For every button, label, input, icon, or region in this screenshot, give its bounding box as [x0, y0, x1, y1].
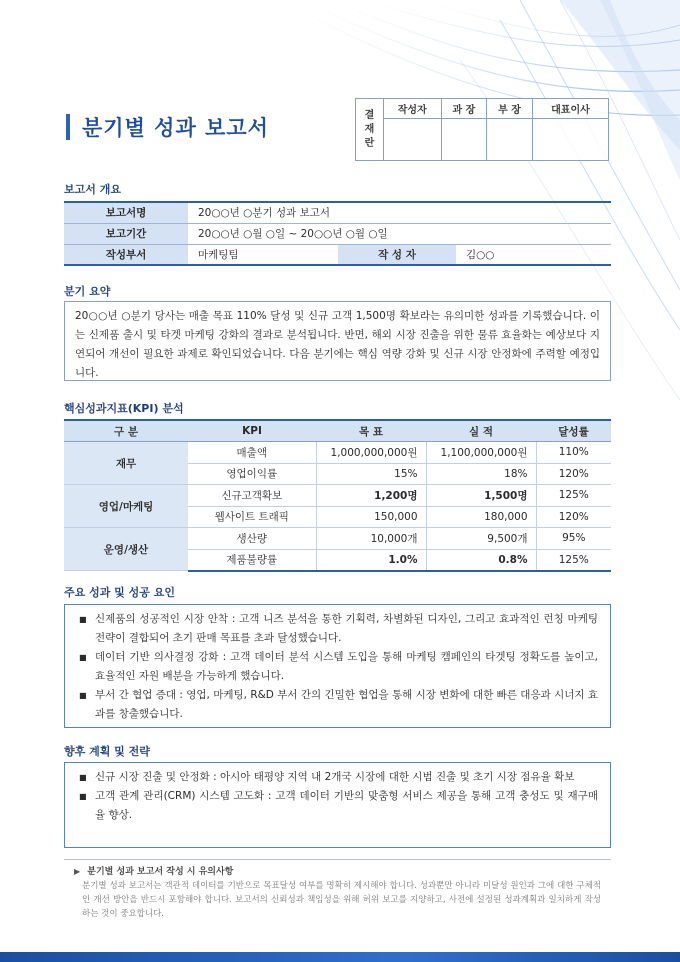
- kpi-target: 1,000,000,000원: [316, 442, 426, 464]
- approval-sign-box[interactable]: [487, 119, 533, 161]
- kpi-target: 1.0%: [316, 549, 426, 571]
- overview-dept-value: 마케팅팀: [188, 244, 338, 265]
- kpi-table: [64, 419, 611, 572]
- kpi-group-sales: 영업/마케팅: [64, 485, 188, 528]
- page-title: 분기별 성과 보고서: [82, 116, 269, 140]
- square-bullet-icon: ■: [79, 615, 87, 624]
- kpi-rate: 110%: [536, 442, 611, 464]
- bottom-accent-band: [0, 952, 680, 962]
- achievement-text: 부서 간 협업 증대 : 영업, 마케팅, R&D 부서 간의 긴밀한 협업을 통해 시장 변화에 대한 빠른 대응과 시너지 효과를 창출했습니다.: [95, 689, 598, 720]
- note-title: 분기별 성과 보고서 작성 시 유의사항: [87, 867, 234, 877]
- kpi-header-row: [64, 420, 611, 442]
- list-item: [79, 787, 598, 825]
- square-bullet-icon: ■: [79, 691, 87, 700]
- achievements-heading: 주요 성과 및 성공 요인: [64, 586, 175, 599]
- approval-sign-box[interactable]: [384, 119, 442, 161]
- title-block: [66, 112, 269, 142]
- square-bullet-icon: ■: [79, 792, 87, 801]
- summary-box: [64, 301, 611, 381]
- approval-sign-box[interactable]: [532, 119, 608, 161]
- achievement-text: 신제품의 성공적인 시장 안착 : 고객 니즈 분석을 통한 기획력, 차별화된 디자인, 그리고 효과적인 런칭 마케팅 전략이 결합되어 초기 판매 목표를 초과 달성했습니다.: [95, 613, 598, 644]
- summary-heading: 분기 요약: [64, 285, 111, 298]
- approval-role-writer: 작성자: [384, 99, 442, 119]
- kpi-rate: 95%: [536, 528, 611, 550]
- overview-dept-label: 작성부서: [64, 244, 188, 265]
- table-row: [64, 528, 611, 550]
- approval-table: [355, 98, 609, 161]
- table-row: [64, 442, 611, 464]
- approval-role-ceo: 대표이사: [532, 99, 608, 119]
- triangle-right-icon: ▶: [74, 867, 81, 876]
- kpi-col-category: 구 분: [64, 420, 188, 442]
- summary-text: 20○○년 ○분기 당사는 매출 목표 110% 달성 및 신규 고객 1,500명 확보라는 유의미한 성과를 기록했습니다. 이는 신제품 출시 및 타겟 마케팅 강화의 결과로 분석됩니다. 반면, 해외 시장 진출을 위한 물류 효율화는 예상보다 지연되어 개선이 필요한 과제로 확인되었습니다. 다음 분기에는 핵심 역량 강화 및 신규 시장 안정화에 주력할 예정입니다.: [75, 310, 600, 379]
- approval-label: 결 재 란: [356, 99, 384, 161]
- list-item: [79, 768, 598, 787]
- kpi-group-finance: 재무: [64, 442, 188, 485]
- kpi-target: 15%: [316, 463, 426, 485]
- kpi-col-rate: 달성률: [536, 420, 611, 442]
- kpi-col-target: 목 표: [316, 420, 426, 442]
- overview-author-value: 김○○: [456, 244, 611, 265]
- kpi-name: 생산량: [188, 528, 316, 550]
- guideline-note: [64, 859, 611, 921]
- kpi-col-actual: 실 적: [426, 420, 536, 442]
- title-accent-bar: [66, 114, 70, 140]
- plan-text: 고객 관계 관리(CRM) 시스템 고도화 : 고객 데이터 기반의 맞춤형 서비스 제공을 통해 고객 충성도 및 재구매율 향상.: [95, 790, 598, 821]
- note-text: 분기별 성과 보고서는 객관적 데이터를 기반으로 목표달성 여부를 명확히 제시해야 합니다. 성과뿐만 아니라 미달성 원인과 그에 대한 구체적인 개선 방안을 반드시 포함해야 합니다. 보고서의 신뢰성과 책임성을 위해 허위 보고를 지양하고, 사전에 설정된 성과계획과 일치하게 작성하는 것이 중요합니다.: [82, 881, 601, 919]
- list-item: [79, 610, 598, 648]
- list-item: [79, 648, 598, 686]
- list-item: [79, 686, 598, 724]
- kpi-actual: 1,100,000,000원: [426, 442, 536, 464]
- overview-heading: 보고서 개요: [64, 183, 121, 196]
- kpi-target: 150,000: [316, 506, 426, 528]
- plans-box: [64, 762, 611, 848]
- plan-text: 신규 시장 진출 및 안정화 : 아시아 태평양 지역 내 2개국 시장에 대한 시범 진출 및 초기 시장 점유율 확보: [95, 771, 575, 783]
- kpi-actual: 0.8%: [426, 549, 536, 571]
- approval-sign-box[interactable]: [441, 119, 487, 161]
- kpi-heading: 핵심성과지표(KPI) 분석: [64, 402, 184, 415]
- table-row: [64, 223, 611, 244]
- kpi-name: 제품불량률: [188, 549, 316, 571]
- kpi-actual: 9,500개: [426, 528, 536, 550]
- kpi-actual: 180,000: [426, 506, 536, 528]
- table-row: [64, 202, 611, 223]
- kpi-actual: 18%: [426, 463, 536, 485]
- overview-name-value: 20○○년 ○분기 성과 보고서: [188, 202, 611, 223]
- table-row: [64, 485, 611, 507]
- overview-name-label: 보고서명: [64, 202, 188, 223]
- kpi-target: 1,200명: [316, 485, 426, 507]
- kpi-col-kpi: KPI: [188, 420, 316, 442]
- achievements-box: [64, 604, 611, 728]
- kpi-rate: 120%: [536, 506, 611, 528]
- table-row: [64, 244, 611, 265]
- note-title-row: [74, 865, 601, 879]
- kpi-rate: 120%: [536, 463, 611, 485]
- approval-role-director: 부 장: [487, 99, 533, 119]
- approval-role-manager: 과 장: [441, 99, 487, 119]
- achievement-text: 데이터 기반 의사결정 강화 : 고객 데이터 분석 시스템 도입을 통해 마케팅 캠페인의 타겟팅 정확도를 높이고, 효율적인 자원 배분을 가능하게 했습니다.: [95, 651, 598, 682]
- overview-period-label: 보고기간: [64, 223, 188, 244]
- square-bullet-icon: ■: [79, 773, 87, 782]
- kpi-name: 매출액: [188, 442, 316, 464]
- kpi-rate: 125%: [536, 485, 611, 507]
- square-bullet-icon: ■: [79, 653, 87, 662]
- plans-heading: 향후 계획 및 전략: [64, 745, 150, 758]
- kpi-name: 신규고객확보: [188, 485, 316, 507]
- kpi-target: 10,000개: [316, 528, 426, 550]
- kpi-name: 영업이익률: [188, 463, 316, 485]
- kpi-actual: 1,500명: [426, 485, 536, 507]
- kpi-name: 웹사이트 트래픽: [188, 506, 316, 528]
- kpi-rate: 125%: [536, 549, 611, 571]
- overview-author-label: 작 성 자: [338, 244, 456, 265]
- kpi-group-operations: 운영/생산: [64, 528, 188, 571]
- overview-period-value: 20○○년 ○월 ○일 ~ 20○○년 ○월 ○일: [188, 223, 611, 244]
- overview-table: [64, 201, 611, 266]
